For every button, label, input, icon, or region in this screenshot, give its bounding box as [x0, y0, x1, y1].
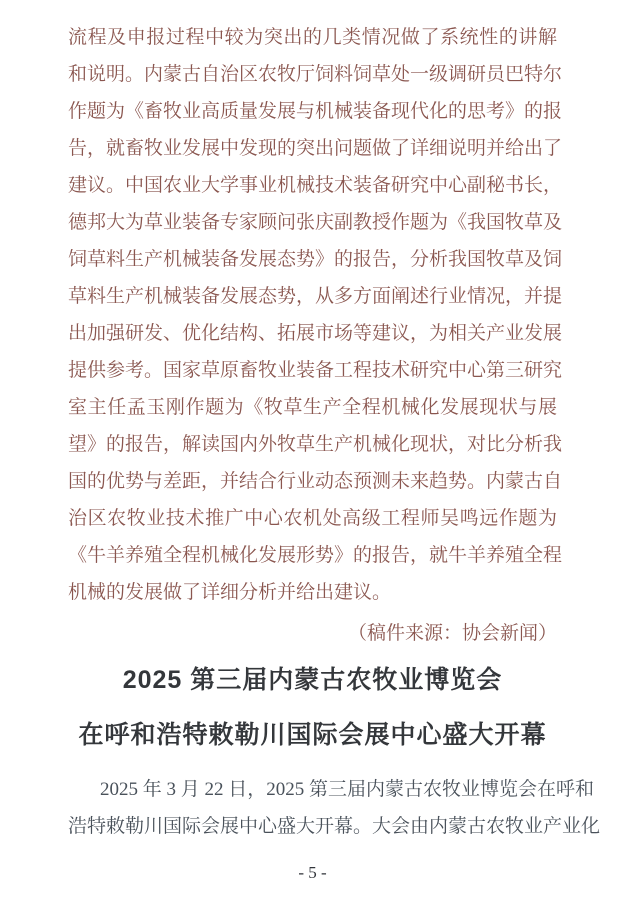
paragraph-line: 机械的发展做了详细分析并给出建议。: [68, 582, 392, 603]
paragraph-line: 和说明。内蒙古自治区农牧厅饲料饲草处一级调研员巴特尔: [68, 64, 563, 85]
paragraph-line: 治区农牧业技术推广中心农机处高级工程师吴鸣远作题为: [68, 508, 557, 529]
source-attribution: （稿件来源：协会新闻）: [347, 623, 557, 644]
paragraph-line: 建议。中国农业大学事业机械技术装备研究中心副秘书长，: [68, 175, 563, 196]
previous-article-body: [68, 19, 563, 611]
paragraph-line: 德邦大为草业装备专家顾问张庆副教授作题为《我国牧草及: [68, 212, 563, 233]
paragraph-line: 流程及申报过程中较为突出的几类情况做了系统性的讲解: [68, 27, 557, 48]
new-article-body: [68, 771, 601, 845]
paragraph-line: 出加强研发、优化结构、拓展市场等建议，为相关产业发展: [68, 323, 563, 344]
paragraph-line: 《牛羊养殖全程机械化发展形势》的报告，就牛羊养殖全程: [68, 545, 563, 566]
paragraph-line: 提供参考。国家草原畜牧业装备工程技术研究中心第三研究: [68, 360, 563, 381]
article-title-line-2: 在呼和浩特敕勒川国际会展中心盛大开幕: [78, 721, 547, 749]
paragraph-line: 国的优势与差距，并结合行业动态预测未来趋势。内蒙古自: [68, 471, 563, 492]
article-title-line-1: 2025 第三届内蒙古农牧业博览会: [122, 666, 503, 694]
paragraph-line: 浩特敕勒川国际会展中心盛大开幕。大会由内蒙古农牧业产业化: [68, 816, 601, 837]
paragraph-line: 2025 年 3 月 22 日，2025 第三届内蒙古农牧业博览会在呼和: [100, 779, 595, 800]
paragraph-line: 告，就畜牧业发展中发现的突出问题做了详细说明并给出了: [68, 138, 563, 159]
paragraph-line: 饲草料生产机械装备发展态势》的报告，分析我国牧草及饲: [68, 249, 563, 270]
page-number: - 5 -: [298, 863, 327, 882]
paragraph-line: 作题为《畜牧业高质量发展与机械装备现代化的思考》的报: [68, 101, 563, 122]
paragraph-line: 望》的报告，解读国内外牧草生产机械化现状，对比分析我: [68, 434, 563, 455]
paragraph-line: 室主任孟玉刚作题为《牧草生产全程机械化发展现状与展: [68, 397, 557, 418]
paragraph-line: 草料生产机械装备发展态势，从多方面阐述行业情况，并提: [68, 286, 563, 307]
